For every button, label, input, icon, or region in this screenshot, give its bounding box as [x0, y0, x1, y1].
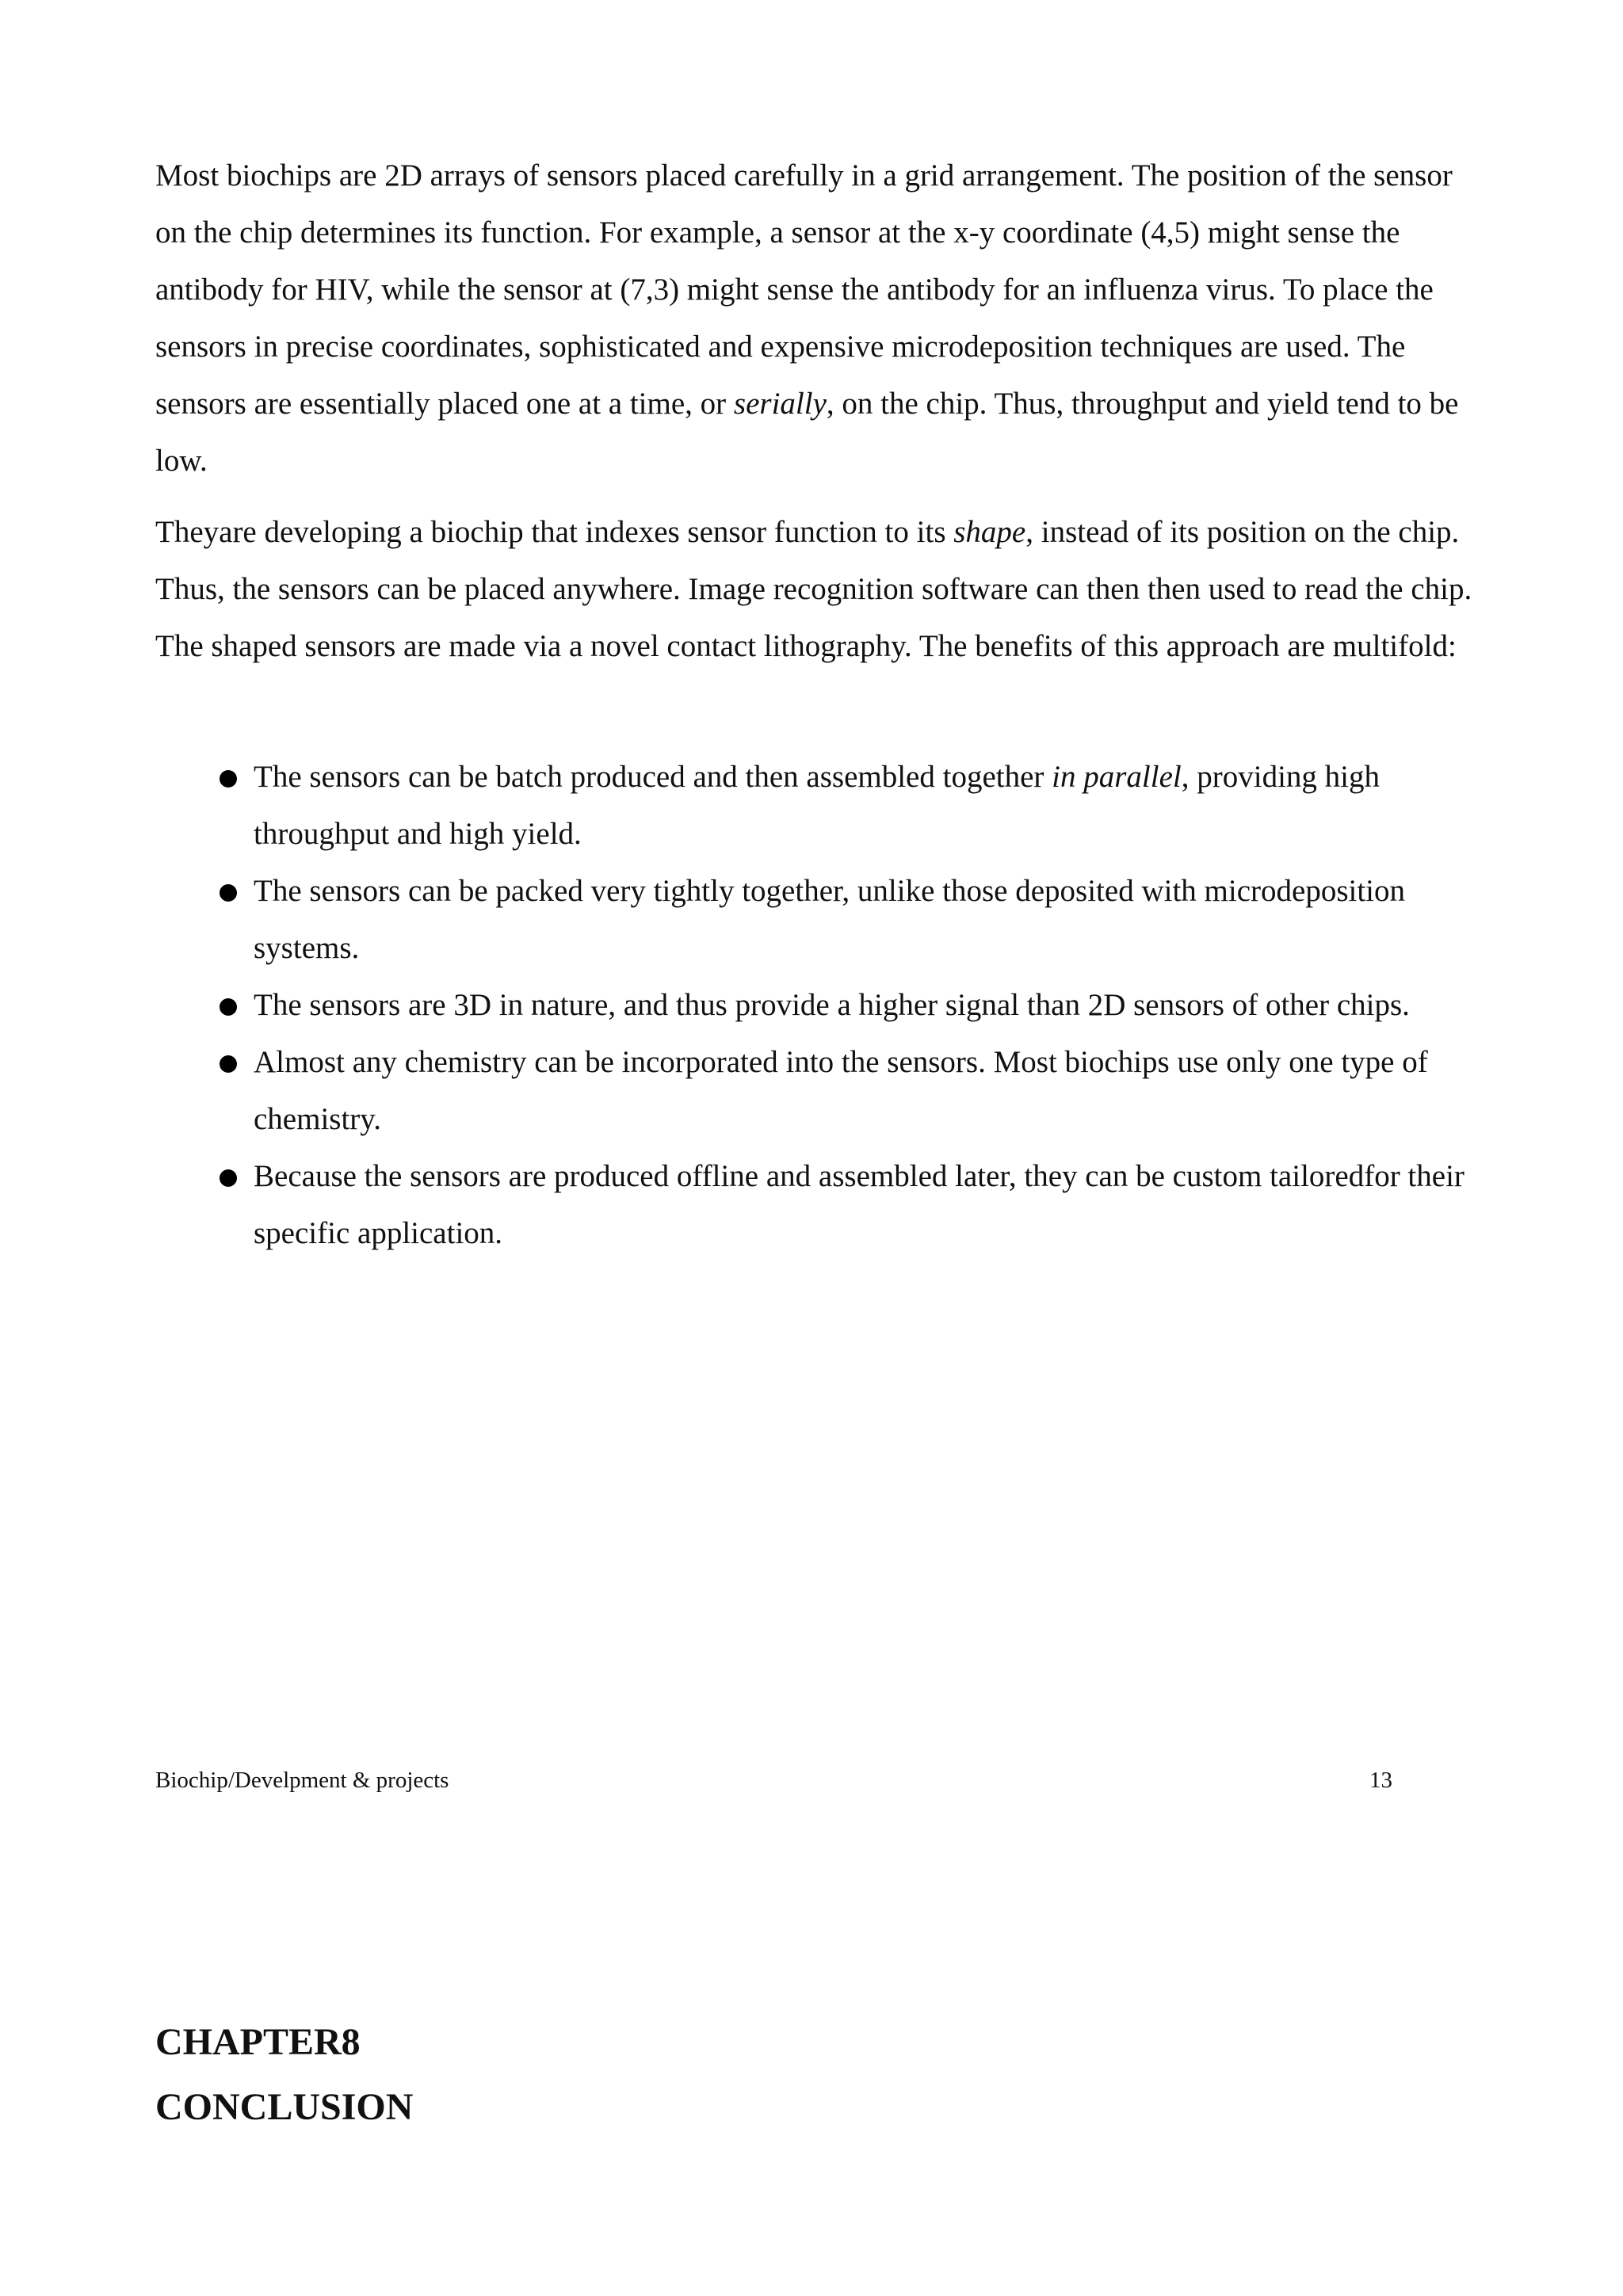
- list-item-text: The sensors can be packed very tightly together, unlike those deposited with microdeposition systems.: [254, 874, 1405, 965]
- list-item: [155, 977, 1495, 1034]
- footer-title: Biochip/Develpment & projects: [155, 1768, 449, 1793]
- paragraph-text: , instead of its position on the chip. Thus, the sensors can be placed anywhere. Image recognition software can then then used to read the chip. The shaped sensors are made via a novel contact lithography. The benefits of this approach are multifold:: [155, 515, 1472, 663]
- list-item-text: The sensors can be batch produced and then assembled together: [254, 760, 1052, 794]
- page-number: 13: [1369, 1768, 1392, 1793]
- emphasis-shape: shape: [953, 515, 1026, 549]
- list-item-text: , providing high throughput and high yield.: [254, 760, 1380, 851]
- list-item: [155, 863, 1495, 977]
- chapter-title: CONCLUSION: [155, 2086, 414, 2128]
- paragraph-biochip-arrays: [155, 147, 1487, 490]
- emphasis-serially: serially: [733, 387, 827, 421]
- bullet-icon: [220, 770, 237, 788]
- list-item: [155, 1148, 1495, 1262]
- emphasis-in-parallel: in parallel: [1052, 760, 1182, 794]
- paragraph-text: , on the chip. Thus, throughput and yield tend to be low.: [155, 387, 1459, 478]
- bullet-icon: [220, 1169, 237, 1187]
- benefits-list: [155, 749, 1495, 1262]
- list-item-text: Almost any chemistry can be incorporated into the sensors. Most biochips use only one type of chemistry.: [254, 1045, 1428, 1136]
- list-item-text: The sensors are 3D in nature, and thus provide a higher signal than 2D sensors of other chips.: [254, 988, 1410, 1022]
- paragraph-text: Theyare developing a biochip that indexes sensor function to its: [155, 515, 954, 549]
- bullet-icon: [220, 884, 237, 902]
- bullet-icon: [220, 1055, 237, 1073]
- bullet-icon: [220, 998, 237, 1016]
- list-item-text: Because the sensors are produced offline and assembled later, they can be custom tailoredfor their specific application.: [254, 1159, 1465, 1250]
- paragraph-shape-indexing: [155, 504, 1487, 675]
- list-item: [155, 749, 1495, 863]
- list-item: [155, 1034, 1495, 1148]
- chapter-number: CHAPTER8: [155, 2021, 361, 2063]
- paragraph-text: Most biochips are 2D arrays of sensors placed carefully in a grid arrangement. The position of the sensor on the chip determines its function. For example, a sensor at the x-y coordinate (4,5) might sense the antibody for HIV, while the sensor at (7,3) might sense the antibody for an influenza virus. To place the sensors in precise coordinates, sophisticated and expensive microdeposition techniques are used. The sensors are essentially placed one at a time, or: [155, 158, 1453, 421]
